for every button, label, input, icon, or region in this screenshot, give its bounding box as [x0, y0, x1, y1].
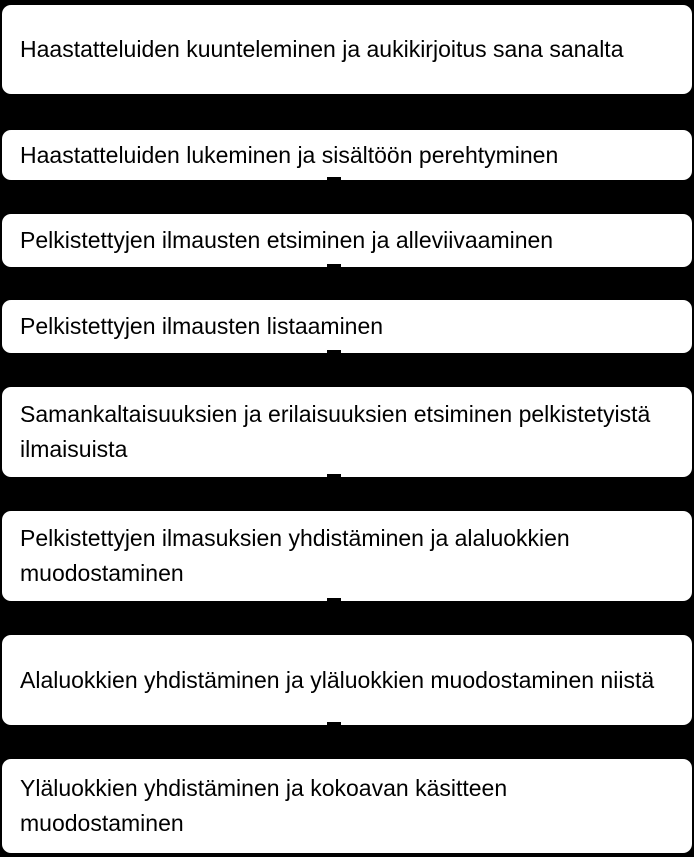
- step-label-8: Yläluokkien yhdistäminen ja kokoavan käsitteen muodostaminen: [20, 775, 508, 836]
- connector-7-8: [327, 722, 341, 728]
- connector-4-5: [327, 350, 341, 356]
- step-label-7: Alaluokkien yhdistäminen ja yläluokkien muodostaminen niistä: [20, 666, 655, 693]
- step-box-5: [2, 387, 692, 477]
- step-label-2: Haastatteluiden lukeminen ja sisältöön perehtyminen: [20, 141, 559, 168]
- step-box-2: [2, 130, 692, 180]
- step-label-4: Pelkistettyjen ilmausten listaaminen: [20, 313, 384, 339]
- step-label-6: Pelkistettyjen ilmasuksien yhdistäminen ja alaluokkien muodostaminen: [20, 525, 570, 586]
- step-box-4: [2, 300, 692, 353]
- step-label-1: Haastatteluiden kuunteleminen ja aukikirjoitus sana sanalta: [20, 36, 624, 62]
- step-box-8: [2, 759, 692, 853]
- step-box-7: [2, 635, 692, 725]
- step-box-1: [2, 5, 692, 94]
- connector-6-7: [327, 598, 341, 604]
- connector-2-3: [327, 177, 341, 183]
- connector-3-4: [327, 264, 341, 270]
- step-label-3: Pelkistettyjen ilmausten etsiminen ja alleviivaaminen: [20, 227, 554, 253]
- step-label-5: Samankaltaisuuksien ja erilaisuuksien etsiminen pelkistetyistä ilmaisuista: [20, 401, 651, 462]
- step-box-3: [2, 214, 692, 267]
- connector-5-6: [327, 474, 341, 480]
- step-box-6: [2, 511, 692, 601]
